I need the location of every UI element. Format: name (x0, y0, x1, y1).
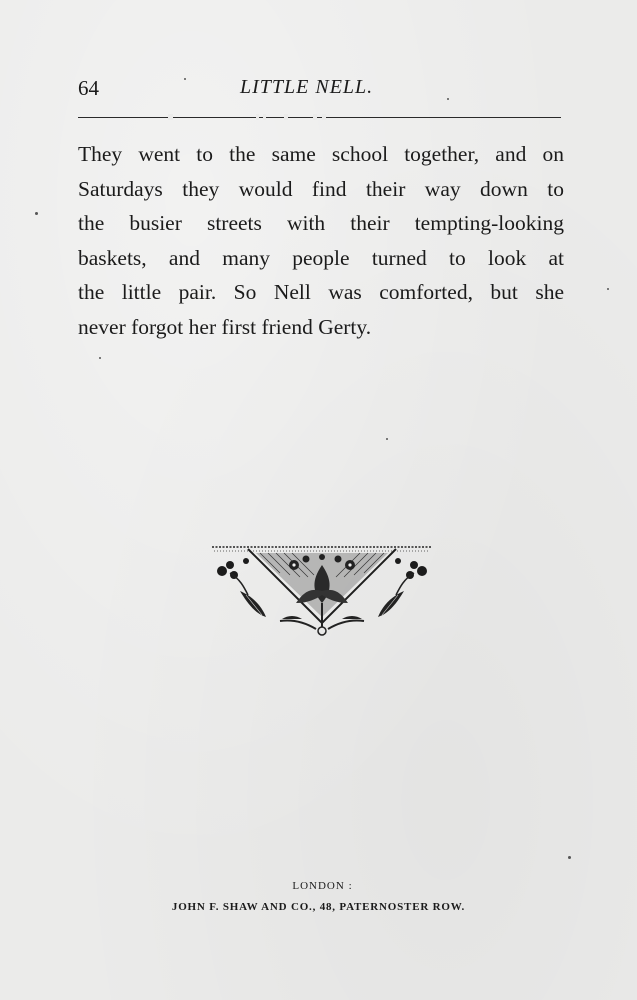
paper-speck (607, 288, 609, 290)
text-line: the busier streets with their tempting-looking (78, 211, 564, 235)
header-rule-gap (168, 114, 173, 120)
running-head (78, 74, 562, 106)
paper-speck (386, 438, 388, 440)
text-line: never forgot her first friend Gerty. (78, 314, 372, 339)
paper-speck (184, 78, 186, 80)
header-rule-gap (263, 114, 266, 120)
text-line: They went to the same school together, and on (78, 142, 564, 166)
header-rule-gap (313, 114, 317, 120)
paper-speck (447, 98, 449, 100)
header-rule-gap (322, 114, 326, 120)
imprint-city: LONDON : (292, 880, 353, 892)
paper-speck (99, 357, 101, 359)
header-rule (78, 117, 561, 118)
imprint-publisher: JOHN F. SHAW AND CO., 48, PATERNOSTER ROW. (171, 901, 466, 913)
paper-speck (35, 212, 38, 215)
running-title: LITTLE NELL. (240, 76, 374, 98)
text-line: Saturdays they would find their way down to (78, 176, 564, 201)
page-number: 64 (78, 76, 99, 100)
header-rule-gap (256, 114, 259, 120)
text-line: the little pair. So Nell was comforted, but she (78, 280, 564, 304)
text-line: baskets, and many people turned to look at (78, 245, 564, 270)
header-rule-gap (284, 114, 288, 120)
body-paragraph (78, 137, 564, 344)
paper-speck (568, 856, 571, 859)
floral-tailpiece-icon (210, 543, 434, 638)
